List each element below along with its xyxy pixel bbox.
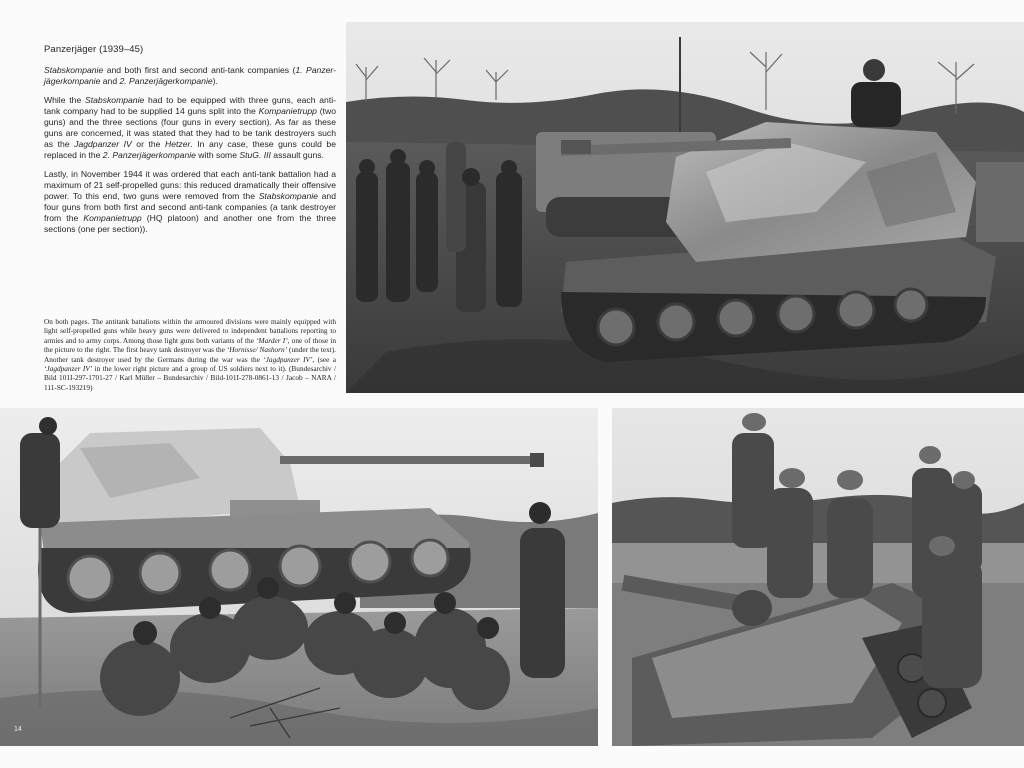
italic-term: 2. Panzerjägerkompanie xyxy=(102,150,196,160)
italic-term: ‘Jagdpanzer IV’ xyxy=(44,364,93,374)
italic-term: ‘Jagdpanzer IV’ xyxy=(263,354,313,364)
text-run: ). xyxy=(212,76,218,86)
text-run: assault guns. xyxy=(270,150,324,160)
italic-term: ‘Marder I’ xyxy=(256,335,288,345)
text-run: , one of those in the picture to the right. The first heavy tank destroyer was the xyxy=(44,335,336,355)
italic-term: Stabskompanie xyxy=(44,65,104,75)
text-run: in the lower right picture and a group of US soldiers next to it). (Bundesarchiv / Bild 101I-297-1701-27 / Karl Müller – Bundesarchiv / Bild-101I-278-0861-13 / Jacob – NARA / 111-SC-193219) xyxy=(44,364,336,392)
text-run: and both first and second anti-tank companies ( xyxy=(103,65,296,75)
body-paragraph-1 xyxy=(44,65,336,87)
italic-term: 2. Panzerjägerkompanie xyxy=(119,76,213,86)
photo-marder-image xyxy=(346,22,1024,393)
text-run: and xyxy=(100,76,120,86)
text-run: . In any case, these guns could be replaced in the xyxy=(44,139,336,160)
italic-term: ‘Hornisse/ Nashorn’ xyxy=(226,345,288,355)
photo-jagdpanzer-us-soldiers xyxy=(612,408,1024,746)
italic-term: 1. Panzer-jägerkompanie xyxy=(44,65,336,86)
photo-jagdpanzer-image xyxy=(612,408,1024,746)
italic-term: StuG. III xyxy=(239,150,271,160)
photo-marder-tank-destroyer xyxy=(346,22,1024,393)
italic-term: Kompanietrupp xyxy=(83,213,142,223)
photo-nashorn-crew xyxy=(0,408,598,746)
text-run: or the xyxy=(131,139,166,149)
italic-term: Kompanietrupp xyxy=(258,106,317,116)
text-run: On both pages. The antitank battalions within the armoured divisions were mainly equipped with light self-propelled guns while heavy guns were delivered to independent battalions reporting to armies and to army corps. Among those light guns both variants of the xyxy=(44,317,336,345)
text-run: , (see a xyxy=(312,354,336,364)
text-run: (under the text). Another tank destroyer used by the Germans during the war was the xyxy=(44,345,337,364)
body-paragraph-3 xyxy=(44,169,336,235)
running-head: Panzerjäger (1939–45) xyxy=(44,44,144,55)
italic-term: Jagdpanzer IV xyxy=(74,139,132,149)
text-run: Lastly, in November 1944 it was ordered that each anti-tank battalion had a maximum of 21 self-propelled guns: this reduced dramatically their offensive power. To this end, two guns were removed from the xyxy=(44,169,336,201)
text-run: had to be equipped with three guns, each anti-tank company had to be supplied 14 guns split into the xyxy=(44,95,336,116)
text-run: (two guns) and the three sections (four guns in every section). As far as these guns are concerned, it was stated that they had to be tank destroyers such as the xyxy=(44,106,337,149)
page-number: 14 xyxy=(14,726,22,733)
text-column xyxy=(44,44,336,243)
text-run: (HQ platoon) and another one from the three sections (one per section)). xyxy=(44,213,336,234)
text-run: with some xyxy=(195,150,240,160)
italic-term: Stabskompanie xyxy=(85,95,145,105)
text-run: and four guns from both first and second anti-tank companies (a tank destroyer from the xyxy=(44,191,336,223)
text-run: While the xyxy=(44,95,86,105)
body-paragraph-2 xyxy=(44,95,336,161)
italic-term: Hetzer xyxy=(165,139,191,149)
italic-term: Stabskompanie xyxy=(258,191,318,201)
photo-nashorn-image xyxy=(0,408,598,746)
photo-caption xyxy=(44,317,336,392)
